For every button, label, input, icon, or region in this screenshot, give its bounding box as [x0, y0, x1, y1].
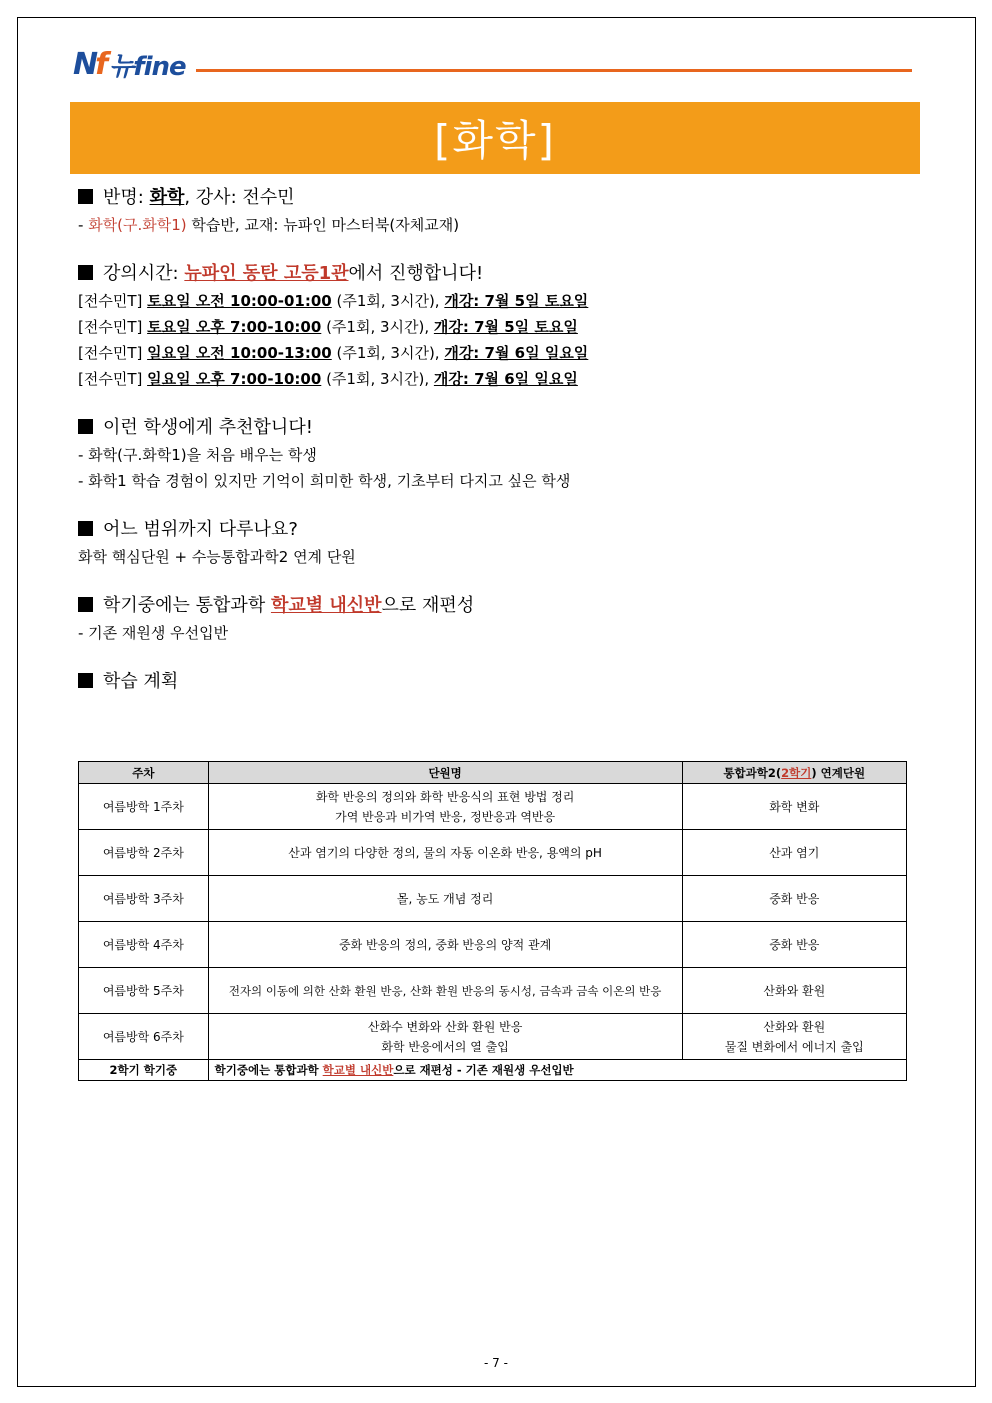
- schedule-row: [전수민T] 일요일 오후 7:00-10:00 (주1회, 3시간), 개강: 7월 6일 일요일: [78, 370, 578, 388]
- class-name: 화학: [149, 187, 185, 208]
- section-schedule: 강의시간: 뉴파인 동탄 고등1관에서 진행합니다!: [78, 260, 918, 288]
- square-bullet-icon: [78, 521, 93, 536]
- table-row: 여름방학 4주차 중화 반응의 정의, 중화 반응의 양적 관계 중화 반응: [79, 922, 907, 968]
- section-recommended: 이런 학생에게 추천합니다!: [78, 414, 918, 442]
- square-bullet-icon: [78, 419, 93, 434]
- schedule-row: [전수민T] 토요일 오후 7:00-10:00 (주1회, 3시간), 개강: 7월 5일 토요일: [78, 318, 578, 336]
- table-row: 여름방학 5주차 전자의 이동에 의한 산화 환원 반응, 산화 환원 반응의 동시성, 금속과 금속 이온의 반응 산화와 환원: [79, 968, 907, 1014]
- logo-text: 뉴fine: [109, 51, 186, 82]
- brand-logo: [73, 46, 186, 82]
- square-bullet-icon: [78, 189, 93, 204]
- semester-note: - 기존 재원생 우선입반: [78, 624, 229, 642]
- table-row: 여름방학 2주차 산과 염기의 다양한 정의, 물의 자동 이온화 반응, 용액의 pH 산과 염기: [79, 830, 907, 876]
- section-class-info: 반명: 화학, 강사: 전수민: [78, 184, 918, 212]
- title-banner: [70, 102, 920, 174]
- page-number: - 7 -: [484, 1356, 508, 1370]
- schedule-row: [전수민T] 토요일 오전 10:00-01:00 (주1회, 3시간), 개강: 7월 5일 토요일: [78, 292, 589, 310]
- content: [78, 184, 918, 696]
- logo-mark: Nf: [73, 46, 106, 82]
- class-description: - 화학(구.화학1) 학습반, 교재: 뉴파인 마스터북(자체교재): [78, 216, 460, 234]
- page-title: [화학]: [434, 116, 556, 165]
- scope-description: 화학 핵심단원 + 수능통합과학2 연계 단원: [78, 548, 356, 566]
- header-linked: 통합과학2(2학기) 연계단원: [682, 762, 906, 784]
- study-plan-table: [78, 761, 907, 1081]
- table-row: 여름방학 6주차 산화수 변화와 산화 환원 반응 화학 반응에서의 열 출입 산화와 환원 물질 변화에서 에너지 출입: [79, 1014, 907, 1060]
- section-semester: 학기중에는 통합과학 학교별 내신반으로 재편성: [78, 592, 918, 620]
- table-row-semester: 2학기 학기중 학기중에는 통합과학 학교별 내신반으로 재편성 - 기존 재원생 우선입반: [79, 1060, 907, 1081]
- section-plan: 학습 계획: [78, 668, 918, 696]
- recommend-item: - 화학1 학습 경험이 있지만 기억이 희미한 학생, 기초부터 다지고 싶은 학생: [78, 472, 571, 490]
- square-bullet-icon: [78, 597, 93, 612]
- table-row: 여름방학 1주차 화학 반응의 정의와 화학 반응식의 표현 방법 정리 가역 반응과 비가역 반응, 정반응과 역반응 화학 변화: [79, 784, 907, 830]
- header-unit: 단원명: [208, 762, 682, 784]
- header-week: 주차: [79, 762, 209, 784]
- header-divider: [196, 69, 912, 72]
- recommend-item: - 화학(구.화학1)을 처음 배우는 학생: [78, 446, 317, 464]
- table-header-row: [79, 762, 907, 784]
- schedule-row: [전수민T] 일요일 오전 10:00-13:00 (주1회, 3시간), 개강: 7월 6일 일요일: [78, 344, 589, 362]
- section-scope: 어느 범위까지 다루나요?: [78, 516, 918, 544]
- semester-highlight: 학교별 내신반: [270, 595, 382, 616]
- square-bullet-icon: [78, 673, 93, 688]
- table-row: 여름방학 3주차 몰, 농도 개념 정리 중화 반응: [79, 876, 907, 922]
- square-bullet-icon: [78, 265, 93, 280]
- class-location: 뉴파인 동탄 고등1관: [184, 263, 349, 284]
